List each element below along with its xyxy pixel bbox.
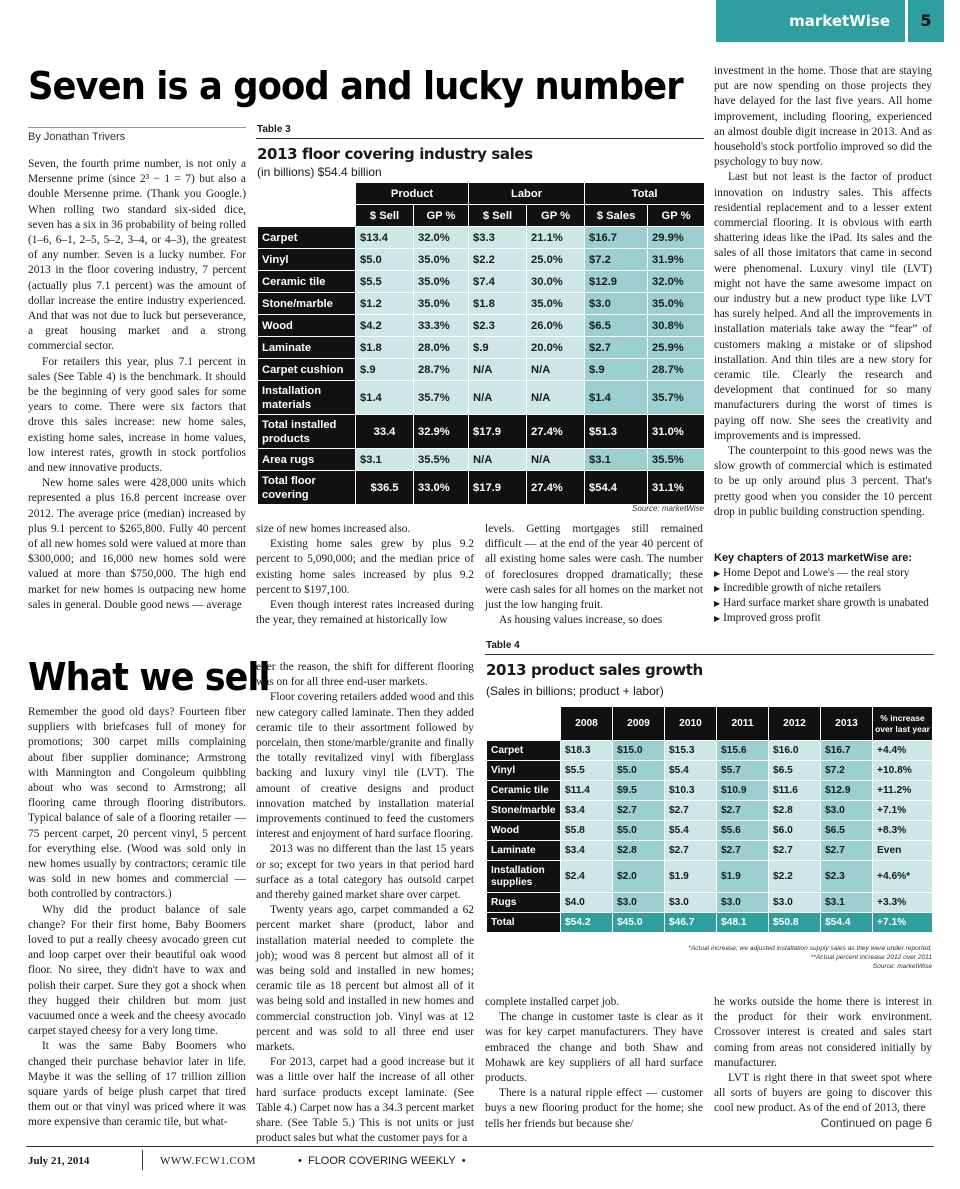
- row-label: Installation supplies: [487, 861, 561, 893]
- paragraph: Even though interest rates increased during the year, they remained at historically low: [256, 599, 474, 627]
- table-cell: 28.7%: [414, 359, 469, 381]
- table-cell: $.9: [585, 359, 648, 381]
- article-headline: Seven is a good and lucky number: [28, 64, 683, 108]
- table-cell: $2.2: [469, 249, 527, 271]
- year-header: 2008: [561, 707, 613, 741]
- footer-divider: [142, 1150, 143, 1170]
- table-cell: $50.8: [769, 913, 821, 933]
- table-cell: N/A: [469, 449, 527, 471]
- column-header: GP %: [414, 205, 469, 227]
- list-item: ▶ Hard surface market share growth is unabated: [714, 597, 929, 609]
- table-cell: $10.3: [665, 781, 717, 801]
- table-row: [258, 293, 705, 315]
- paragraph: Last but not least is the factor of product innovation on industry sales. This affects residential replacement and to a lesser extent commercial flooring. It is obvious with earth shattering ideas like the iPad. Its sales and the sales of all those imitators that came in second were phenomenal. Luxury vinyl tile (LVT) might not have the same awesome impact on our industry but a new product type like LVT has surely helped. And all the improvements in installation materials take away the “fear” of customers making a mistake or of slipshod installation. And thin tiles are a new story for ceramic tile. Clearly the research and development that continued for so many manufacturers during the worst of times is paying off now. She sees the creativity and improvements and is impressed.: [714, 171, 932, 442]
- table-cell: 25.9%: [648, 337, 705, 359]
- table-cell: $.9: [469, 337, 527, 359]
- table-cell: 35.0%: [414, 249, 469, 271]
- article-column-4: [714, 995, 932, 1117]
- table-row: [487, 893, 933, 913]
- table-cell: 30.8%: [648, 315, 705, 337]
- table-cell: $3.3: [469, 227, 527, 249]
- row-label: Vinyl: [258, 249, 356, 271]
- table-cell: 27.4%: [527, 415, 585, 449]
- increase-cell: +11.2%: [873, 781, 933, 801]
- table-cell: 28.7%: [648, 359, 705, 381]
- table-cell: $6.0: [769, 821, 821, 841]
- bullet-icon: •: [455, 1155, 466, 1167]
- table-cell: $2.7: [665, 841, 717, 861]
- table-cell: 35.5%: [648, 449, 705, 471]
- group-header: Labor: [469, 183, 585, 205]
- list-item: ▶ Home Depot and Lowe's — the real story: [714, 567, 910, 579]
- table-cell: $3.0: [613, 893, 665, 913]
- table-cell: 28.0%: [414, 337, 469, 359]
- table-cell: $17.9: [469, 415, 527, 449]
- group-header: Total: [585, 183, 705, 205]
- article-column-2: [256, 660, 474, 1147]
- table-4-notes: [640, 944, 932, 971]
- table-cell: 32.0%: [648, 271, 705, 293]
- paragraph: For 2013, carpet had a good increase but it was a little over half the increase of all other hard surface products except laminate. (See Table 4.) Carpet now has a 34.3 percent market share. (See Table 5.) This is not units or just product sales but what the customer pays for a: [256, 1056, 474, 1145]
- paragraph: Floor covering retailers added wood and this new category called laminate. Then they added ceramic tile to their assortment followed by porcelain, then stone/marble/granite and finally the totally revitalized vinyl with fiberglass backing and luxury vinyl tile (LVT). The amount of creative designs and product innovation matched by installation material improvements continued to feed the customers interest and enjoyment of hard surface flooring.: [256, 691, 474, 841]
- table-cell: $2.0: [613, 861, 665, 893]
- table-cell: $2.8: [613, 841, 665, 861]
- table-cell: 30.0%: [527, 271, 585, 293]
- year-header: 2013: [821, 707, 873, 741]
- table-cell: $11.6: [769, 781, 821, 801]
- key-chapters: [714, 552, 934, 626]
- table-cell: $2.7: [665, 801, 717, 821]
- footer-rule: [26, 1146, 934, 1147]
- byline: By Jonathan Trivers: [28, 131, 126, 143]
- table-row: [487, 741, 933, 761]
- triangle-bullet-icon: ▶: [714, 614, 721, 623]
- article-column-3: [485, 995, 703, 1132]
- paragraph: 2013 was no different than the last 15 years or so; except for two years in that period hard surface as a total category has outsold carpet and thereby gained market share over carpet.: [256, 843, 474, 902]
- table-cell: $17.9: [469, 471, 527, 505]
- table-4-title: 2013 product sales growth: [486, 661, 703, 679]
- column-header: $ Sell: [356, 205, 414, 227]
- year-header: 2012: [769, 707, 821, 741]
- key-chapters-title: Key chapters of 2013 marketWise are:: [714, 552, 912, 564]
- table-cell: $48.1: [717, 913, 769, 933]
- table-cell: $6.5: [585, 315, 648, 337]
- paragraph: ever the reason, the shift for different flooring was on for all three end-user markets.: [256, 661, 474, 689]
- table-cell: $4.2: [356, 315, 414, 337]
- triangle-bullet-icon: ▶: [714, 569, 721, 578]
- table-cell: 35.5%: [414, 449, 469, 471]
- row-label: Carpet: [487, 741, 561, 761]
- table-cell: $15.0: [613, 741, 665, 761]
- column-header: GP %: [527, 205, 585, 227]
- table-cell: $2.2: [769, 861, 821, 893]
- triangle-bullet-icon: ▶: [714, 599, 721, 608]
- table-row: [487, 841, 933, 861]
- table-cell: 31.1%: [648, 471, 705, 505]
- year-header: 2009: [613, 707, 665, 741]
- table-cell: 35.0%: [648, 293, 705, 315]
- product-sales-growth-table: [486, 706, 933, 933]
- table-row: [487, 821, 933, 841]
- table-cell: 35.7%: [414, 381, 469, 415]
- table-cell: $2.7: [717, 841, 769, 861]
- table-cell: $2.7: [821, 841, 873, 861]
- table-cell: $3.0: [585, 293, 648, 315]
- table-cell: $3.0: [665, 893, 717, 913]
- paragraph: There is a natural ripple effect — customer buys a new flooring product for the home; she tells her friends but because she/: [485, 1087, 703, 1130]
- table-cell: $2.8: [769, 801, 821, 821]
- table-cell: $54.2: [561, 913, 613, 933]
- triangle-bullet-icon: ▶: [714, 584, 721, 593]
- table-cell: $13.4: [356, 227, 414, 249]
- paragraph: Why did the product balance of sale change? For their first home, Baby Boomers loved to put a really cheesy avocado green cut and loop carpet over their beautiful oak wood floor. No siree, they didn't have to wax and polish their carpet. Sure they got a shock when they hugged their children but mom just vacuumed once a week and the cheesy avocado carpet stayed cheesy for a very long time.: [28, 903, 246, 1038]
- row-label: Total installed products: [258, 415, 356, 449]
- table-row: [258, 415, 705, 449]
- paragraph: complete installed carpet job.: [485, 996, 620, 1008]
- table-cell: $5.8: [561, 821, 613, 841]
- table-cell: $7.4: [469, 271, 527, 293]
- page-number: 5: [905, 0, 944, 42]
- table-cell: $46.7: [665, 913, 717, 933]
- table-row: [258, 381, 705, 415]
- table-3-rule: [256, 138, 704, 139]
- table-cell: 35.7%: [648, 381, 705, 415]
- table-cell: $2.4: [561, 861, 613, 893]
- table-row: [487, 761, 933, 781]
- article-headline: What we sell: [28, 655, 270, 699]
- table-cell: $5.0: [356, 249, 414, 271]
- table-cell: $54.4: [821, 913, 873, 933]
- table-cell: 32.0%: [414, 227, 469, 249]
- table-cell: 33.3%: [414, 315, 469, 337]
- table-cell: 31.9%: [648, 249, 705, 271]
- table-4-label: Table 4: [486, 640, 520, 651]
- table-cell: $3.4: [561, 841, 613, 861]
- article-column-4: [714, 64, 932, 520]
- table-cell: $11.4: [561, 781, 613, 801]
- table-cell: $9.5: [613, 781, 665, 801]
- table-cell: 31.0%: [648, 415, 705, 449]
- row-label: Wood: [258, 315, 356, 337]
- table-cell: $45.0: [613, 913, 665, 933]
- table-cell: $15.3: [665, 741, 717, 761]
- table-cell: $.9: [356, 359, 414, 381]
- table-3-title: 2013 floor covering industry sales: [257, 145, 533, 163]
- column-header: GP %: [648, 205, 705, 227]
- table-cell: $2.7: [769, 841, 821, 861]
- row-label: Ceramic tile: [487, 781, 561, 801]
- table-cell: $1.8: [469, 293, 527, 315]
- table-cell: $4.0: [561, 893, 613, 913]
- increase-cell: +4.4%: [873, 741, 933, 761]
- table-cell: 33.0%: [414, 471, 469, 505]
- table-cell: $3.0: [717, 893, 769, 913]
- table-row: [258, 271, 705, 293]
- table-cell: 35.0%: [414, 293, 469, 315]
- table-cell: 33.4: [356, 415, 414, 449]
- paragraph: It was the same Baby Boomers who changed their purchase behavior later in life. Maybe it was the selling of 17 trillion zillion square yards of beige plush carpet that tired them out or that vinyl was priced where it was more expensive than ceramic tile, but what-: [28, 1040, 246, 1129]
- table-cell: $3.1: [356, 449, 414, 471]
- table-row: [487, 861, 933, 893]
- table-cell: N/A: [469, 381, 527, 415]
- increase-cell: +7.1%: [873, 913, 933, 933]
- group-header: Product: [356, 183, 469, 205]
- paragraph: Twenty years ago, carpet commanded a 62 percent market share (product, labor and installation material needed to complete the job); wood was 8 percent but almost all of it was being sold and installed in new homes; ceramic tile as 18 percent but almost all of it was being sold and installed in new homes and commercial construction job. Vinyl was at 12 percent and was sold to all three end user markets.: [256, 904, 474, 1054]
- table-cell: $36.5: [356, 471, 414, 505]
- table-cell: $3.1: [585, 449, 648, 471]
- row-label: Carpet: [258, 227, 356, 249]
- table-cell: $5.7: [717, 761, 769, 781]
- table-cell: $5.4: [665, 821, 717, 841]
- row-label: Vinyl: [487, 761, 561, 781]
- table-cell: $2.7: [613, 801, 665, 821]
- article-column-2: [256, 522, 474, 628]
- row-label: Wood: [487, 821, 561, 841]
- year-header: 2010: [665, 707, 717, 741]
- article-column-1: [28, 705, 246, 1131]
- footer-date: July 21, 2014: [28, 1155, 90, 1167]
- table-cell: N/A: [469, 359, 527, 381]
- row-label: Total: [487, 913, 561, 933]
- increase-cell: +7.1%: [873, 801, 933, 821]
- table-row: [258, 471, 705, 505]
- table-cell: $1.9: [717, 861, 769, 893]
- table-cell: $3.4: [561, 801, 613, 821]
- table-cell: $7.2: [585, 249, 648, 271]
- table-cell: $54.4: [585, 471, 648, 505]
- table-row: [258, 359, 705, 381]
- note: **Actual percent increase 2012 over 2011: [810, 954, 932, 961]
- table-3-source: Source: marketWise: [632, 504, 704, 513]
- table-cell: 21.1%: [527, 227, 585, 249]
- table-row: [258, 227, 705, 249]
- table-cell: $3.0: [769, 893, 821, 913]
- table-cell: 35.0%: [414, 271, 469, 293]
- table-row: [258, 337, 705, 359]
- table-4-rule: [485, 654, 934, 655]
- table-cell: $16.7: [585, 227, 648, 249]
- table-row: [487, 801, 933, 821]
- increase-header: % increase over last year: [873, 707, 933, 741]
- row-label: Stone/marble: [258, 293, 356, 315]
- table-4-subtitle: (Sales in billions; product + labor): [486, 684, 664, 698]
- list-item: ▶ Improved gross profit: [714, 612, 821, 624]
- floor-covering-sales-table: [257, 182, 705, 505]
- paragraph: Existing home sales grew by plus 9.2 percent to 5,090,000; and the median price of existing home sales increased by plus 9.2 percent to $197,100.: [256, 538, 474, 596]
- table-cell: N/A: [527, 359, 585, 381]
- row-label: Area rugs: [258, 449, 356, 471]
- paragraph: he works outside the home there is interest in the product for their work environment. Crossover interest is created and sales start coming from areas not considered initially by manufacturer.: [714, 996, 932, 1069]
- paragraph: The counterpoint to this good news was the slow growth of commercial which is estimated to be up only around plus 3 percent. That's pretty good when you consider the 10 percent drop in public building construction spending.: [714, 445, 932, 518]
- table-cell: $1.4: [585, 381, 648, 415]
- paragraph: investment in the home. Those that are staying put are now spending on those projects they have delayed for the last five years. All home improvement, including flooring, experienced an almost double digit increase in 2013. And as household's stock portfolio improved so did the psychology to buy now.: [714, 65, 932, 169]
- increase-cell: +8.3%: [873, 821, 933, 841]
- table-cell: $2.3: [821, 861, 873, 893]
- row-label: Total floor covering: [258, 471, 356, 505]
- note: *Actual increase; we adjusted installation supply sales as they were under reported.: [688, 945, 932, 952]
- table-row: [258, 249, 705, 271]
- footer-publication: • FLOOR COVERING WEEKLY •: [298, 1155, 466, 1167]
- table-cell: $12.9: [821, 781, 873, 801]
- table-cell: $7.2: [821, 761, 873, 781]
- paragraph: LVT is right there in that sweet spot where all sorts of buyers are going to discover this cool new product. As of the end of 2013, there: [714, 1072, 932, 1115]
- table-row: [487, 913, 933, 933]
- increase-cell: Even: [873, 841, 933, 861]
- paragraph: As housing values increase, so does: [499, 614, 663, 627]
- table-cell: $6.5: [769, 761, 821, 781]
- paragraph: Remember the good old days? Fourteen fiber suppliers with briefcases full of money for promotions; 300 carpet mills complaining about fiber supplier dominance; Armstrong with Mannington and Congoleum quibbling about who was second to Armstrong; all flooring came through flooring distributors. Typical balance of sale of a flooring retailer — 75 percent carpet, 20 percent vinyl, 5 percent for everything else. (Wood was sold only in new homes usually by contractors; ceramic tile was sold in new homes and commercial — both controlled by contractors.): [28, 706, 246, 901]
- row-label: Ceramic tile: [258, 271, 356, 293]
- table-cell: $3.1: [821, 893, 873, 913]
- table-cell: 26.0%: [527, 315, 585, 337]
- table-cell: 32.9%: [414, 415, 469, 449]
- byline-rule: [28, 127, 246, 128]
- table-cell: 25.0%: [527, 249, 585, 271]
- increase-cell: +4.6%*: [873, 861, 933, 893]
- table-cell: $5.6: [717, 821, 769, 841]
- table-cell: 27.4%: [527, 471, 585, 505]
- table-cell: $2.7: [585, 337, 648, 359]
- row-label: Stone/marble: [487, 801, 561, 821]
- row-label: Rugs: [487, 893, 561, 913]
- paragraph: levels. Getting mortgages still remained difficult — at the end of the year 40 percent of all existing home sales were cash. The number of foreclosures dropped dramatically; these were cash sales for all homes on the market not just the low hanging fruit.: [485, 523, 703, 612]
- table-cell: $2.3: [469, 315, 527, 337]
- column-header: $ Sales: [585, 205, 648, 227]
- section-brand: marketWise: [789, 12, 890, 30]
- article-column-1: [28, 157, 246, 613]
- table-cell: $1.2: [356, 293, 414, 315]
- row-label: Installation materials: [258, 381, 356, 415]
- table-cell: $3.0: [821, 801, 873, 821]
- table-row: [258, 449, 705, 471]
- table-cell: $5.5: [356, 271, 414, 293]
- table-3-label: Table 3: [257, 124, 291, 135]
- paragraph: For retailers this year, plus 7.1 percent in sales (See Table 4) is the benchmark. It should be the beginning of very good sales for some years to come. There were six factors that drove this sales increase: new home sales, existing home sales, increase in home values, low interest rates, growth in stock portfolios and new innovative products.: [28, 355, 246, 475]
- list-item: ▶ Incredible growth of niche retailers: [714, 582, 881, 594]
- paragraph: size of new homes increased also.: [256, 523, 411, 535]
- table-cell: $1.4: [356, 381, 414, 415]
- paragraph: The change in customer taste is clear as it was for key carpet manufacturers. They have embraced the change and both Shaw and Mohawk are key suppliers of all hard surface products.: [485, 1011, 703, 1085]
- footer-url[interactable]: WWW.FCW1.COM: [160, 1155, 257, 1167]
- table-cell: $15.6: [717, 741, 769, 761]
- table-cell: $1.8: [356, 337, 414, 359]
- table-cell: $1.9: [665, 861, 717, 893]
- table-cell: $18.3: [561, 741, 613, 761]
- bullet-icon: •: [298, 1155, 308, 1167]
- table-cell: 35.0%: [527, 293, 585, 315]
- table-cell: $5.0: [613, 761, 665, 781]
- increase-cell: +10.8%: [873, 761, 933, 781]
- table-row: [258, 315, 705, 337]
- note: Source: marketWise: [872, 963, 932, 970]
- table-cell: $51.3: [585, 415, 648, 449]
- column-header: $ Sell: [469, 205, 527, 227]
- table-cell: $16.7: [821, 741, 873, 761]
- paragraph: Seven, the fourth prime number, is not only a Mersenne prime (since 2³ − 1 = 7) but also a double Mersenne prime. (Thank you Google.) When rolling two standard six-sided dice, seven has a six in 36 probability of being rolled (1–6, 6–1, 2–5, 5–2, 3–4, or 4–3), the greatest of any number. Seven is a lucky number. For 2013 in the floor covering industry, 7 percent (actually plus 7.1 percent) was the amount of dollar increase the entire industry experienced. And that was not due to luck but perseverance, a great housing market and a strong commercial sector.: [28, 158, 246, 353]
- table-cell: $6.5: [821, 821, 873, 841]
- table-cell: 29.9%: [648, 227, 705, 249]
- table-cell: $10.9: [717, 781, 769, 801]
- table-cell: $5.4: [665, 761, 717, 781]
- table-cell: $16.0: [769, 741, 821, 761]
- table-cell: N/A: [527, 381, 585, 415]
- increase-cell: +3.3%: [873, 893, 933, 913]
- table-cell: $2.7: [717, 801, 769, 821]
- row-label: Laminate: [258, 337, 356, 359]
- table-cell: N/A: [527, 449, 585, 471]
- table-3-subtitle: (in billions) $54.4 billion: [257, 165, 382, 179]
- table-row: [487, 781, 933, 801]
- table-cell: $12.9: [585, 271, 648, 293]
- table-cell: $5.5: [561, 761, 613, 781]
- table-cell: $5.0: [613, 821, 665, 841]
- paragraph: New home sales were 428,000 units which represented a plus 16.8 percent increase over 2012. The average price (median) increased by plus 9.1 percent to $265,800. Fully 40 percent of all new homes sold were valued at more than $300,000; and 16,000 new homes sold were valued at more than $750,000. The high end market for new homes is outpacing new home sales in general. Double good news — average: [28, 477, 246, 611]
- continued-link[interactable]: Continued on page 6: [820, 1116, 932, 1130]
- article-column-3: [485, 522, 703, 628]
- year-header: 2011: [717, 707, 769, 741]
- row-label: Carpet cushion: [258, 359, 356, 381]
- row-label: Laminate: [487, 841, 561, 861]
- table-cell: 20.0%: [527, 337, 585, 359]
